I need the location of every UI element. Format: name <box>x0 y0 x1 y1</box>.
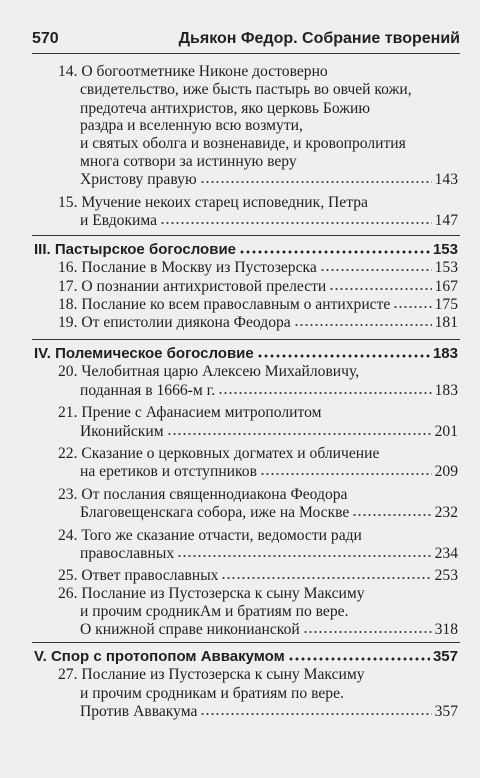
toc-section-heading <box>34 240 458 259</box>
toc-entry-text: и Евдокима <box>80 212 158 229</box>
dot-leader <box>393 295 431 309</box>
toc-page-number: 318 <box>434 621 458 639</box>
toc-entry-line <box>80 381 458 400</box>
toc-page-number: 183 <box>432 345 458 363</box>
toc-entry-text: 20. Челобитная царю Алексею Михайловичу, <box>58 363 360 381</box>
toc-entry-text: и прочим сродникАм и братиям по вере. <box>80 603 349 621</box>
toc-entry-text: Благовещенскага собора, иже на Москве <box>80 504 350 522</box>
dot-leader <box>257 345 430 359</box>
toc-entry-text: V. Спор с протопопом Аввакумом <box>34 648 285 666</box>
toc-entry-text: поданная в 1666-м г. <box>80 381 216 399</box>
toc-entry-line <box>58 295 458 314</box>
toc-page-number: 143 <box>434 171 458 189</box>
section-divider <box>32 642 460 643</box>
toc-entry-line <box>58 584 458 603</box>
toc-entry-text: 17. О познании антихристовой прелести <box>58 277 327 295</box>
toc-entry-line <box>80 503 458 522</box>
toc-entry-text: и святых оболга и возненавиде, и кровопролития <box>80 135 406 153</box>
toc-page-number: 153 <box>432 241 458 259</box>
dot-leader <box>288 648 430 662</box>
toc-page-number: 183 <box>434 381 458 399</box>
toc-entry-text: 14. О богоотметнике Никоне достоверно <box>58 63 328 80</box>
toc-entry-text: Против Аввакума <box>80 703 198 721</box>
toc-entry-line <box>58 193 458 212</box>
toc-section-heading <box>34 647 458 666</box>
dot-leader <box>260 462 432 476</box>
dot-leader <box>200 702 431 716</box>
toc-entry-line <box>80 170 458 189</box>
toc-entry-text: православных <box>80 544 175 562</box>
toc-entry-line <box>58 444 458 463</box>
toc-page-number: 357 <box>434 703 458 721</box>
toc-entry-text: 18. Послание ко всем православным о антихристе <box>58 296 391 314</box>
toc-entry-line <box>58 313 458 332</box>
toc-entry-text: О книжной справе никонианской <box>80 621 300 639</box>
dot-leader <box>218 381 431 395</box>
toc-entry-line <box>58 277 458 296</box>
dot-leader <box>239 241 430 255</box>
toc-entry-text: многа сотвори за истинную веру <box>80 152 297 170</box>
toc-entry-line <box>58 362 458 381</box>
toc-entry-line <box>80 99 458 118</box>
toc-entry-line <box>58 403 458 422</box>
toc-entry-text: 27. Послание из Пустозерска к сыну Максиму <box>58 666 365 684</box>
toc-entry-text: на еретиков и отступников <box>80 463 257 481</box>
toc-entry-line <box>80 702 458 721</box>
toc-entry-text: свидетельство, иже бысть пастырь во овчей кожи, <box>80 81 412 99</box>
toc-entry-text: IV. Полемическое богословие <box>34 345 254 363</box>
toc-entry-line <box>58 566 458 585</box>
toc-entry-line <box>80 462 458 481</box>
toc-page-number: 181 <box>434 314 458 332</box>
toc-section-heading <box>34 344 458 363</box>
toc-entry-text: раздра и вселенную всю возмути, <box>80 117 303 135</box>
toc-entry-text: III. Пастырское богословие <box>34 241 237 259</box>
header-rule <box>32 53 460 54</box>
section-divider <box>32 339 460 340</box>
toc-entry-line <box>80 211 458 230</box>
toc-entry-text: 16. Послание в Москву из Пустозерска <box>58 259 317 277</box>
toc-page-number: 175 <box>434 296 458 314</box>
dot-leader <box>320 258 432 272</box>
toc-entry-text: 21. Прение с Афанасием митрополитом <box>58 404 322 422</box>
toc-page-number: 147 <box>434 212 458 229</box>
toc-entry-line <box>80 422 458 441</box>
running-title: Дьякон Федор. Собрание творений <box>178 30 460 47</box>
toc-entry-line <box>80 544 458 563</box>
toc-entry-line <box>58 526 458 545</box>
dot-leader <box>221 566 431 580</box>
running-header <box>32 30 460 48</box>
toc-page-number: 167 <box>434 277 458 295</box>
toc-entry-text: 25. Ответ православных <box>58 566 219 584</box>
dot-leader <box>167 422 432 436</box>
dot-leader <box>329 277 431 291</box>
toc-entry-line <box>80 134 458 153</box>
toc-page-number: 253 <box>434 566 458 584</box>
toc-entry-text: 24. Того же сказание отчасти, ведомости ради <box>58 526 362 544</box>
dot-leader <box>200 170 432 184</box>
toc-entry-line <box>58 62 458 81</box>
toc-entry-text: Иконийским <box>80 422 164 440</box>
dot-leader <box>177 544 431 558</box>
toc-entry-line <box>80 620 458 639</box>
section-divider <box>32 235 460 236</box>
toc-page-number: 232 <box>434 504 458 522</box>
toc-entry-text: Христову правую <box>80 171 197 189</box>
toc-entry-line <box>80 116 458 135</box>
toc-entry-text: 15. Мучение некоих старец исповедник, Петра <box>58 193 368 211</box>
toc-entry-line <box>58 485 458 504</box>
dot-leader <box>303 620 432 634</box>
toc-entry-line <box>58 258 458 277</box>
toc-entry-text: и прочим сродникам и братиям по вере. <box>80 684 344 702</box>
toc-entry-line <box>80 602 458 621</box>
toc-entry-line <box>80 152 458 171</box>
toc-entry-line <box>80 80 458 99</box>
dot-leader <box>160 211 432 225</box>
toc-entry-text: предотеча антихристов, яко церковь Божию <box>80 99 371 117</box>
toc-entry-text: 26. Послание из Пустозерска к сыну Максиму <box>58 584 365 602</box>
page-number: 570 <box>32 30 59 47</box>
toc-entry-line <box>80 684 458 703</box>
toc-page-number: 234 <box>434 544 458 562</box>
dot-leader <box>294 313 432 327</box>
toc-entry-text: 19. От епистолии диякона Феодора <box>58 314 291 332</box>
toc-entry-text: 23. От послания священнодиакона Феодора <box>58 485 348 503</box>
toc-page-number: 153 <box>434 259 458 277</box>
toc-page-number: 209 <box>434 463 458 481</box>
toc-entry-line <box>58 665 458 684</box>
toc-entry-text: 22. Сказание о церковных догматех и обличение <box>58 445 380 462</box>
dot-leader <box>352 503 431 517</box>
toc-page-number: 357 <box>432 648 458 666</box>
toc-page-number: 201 <box>434 422 458 440</box>
